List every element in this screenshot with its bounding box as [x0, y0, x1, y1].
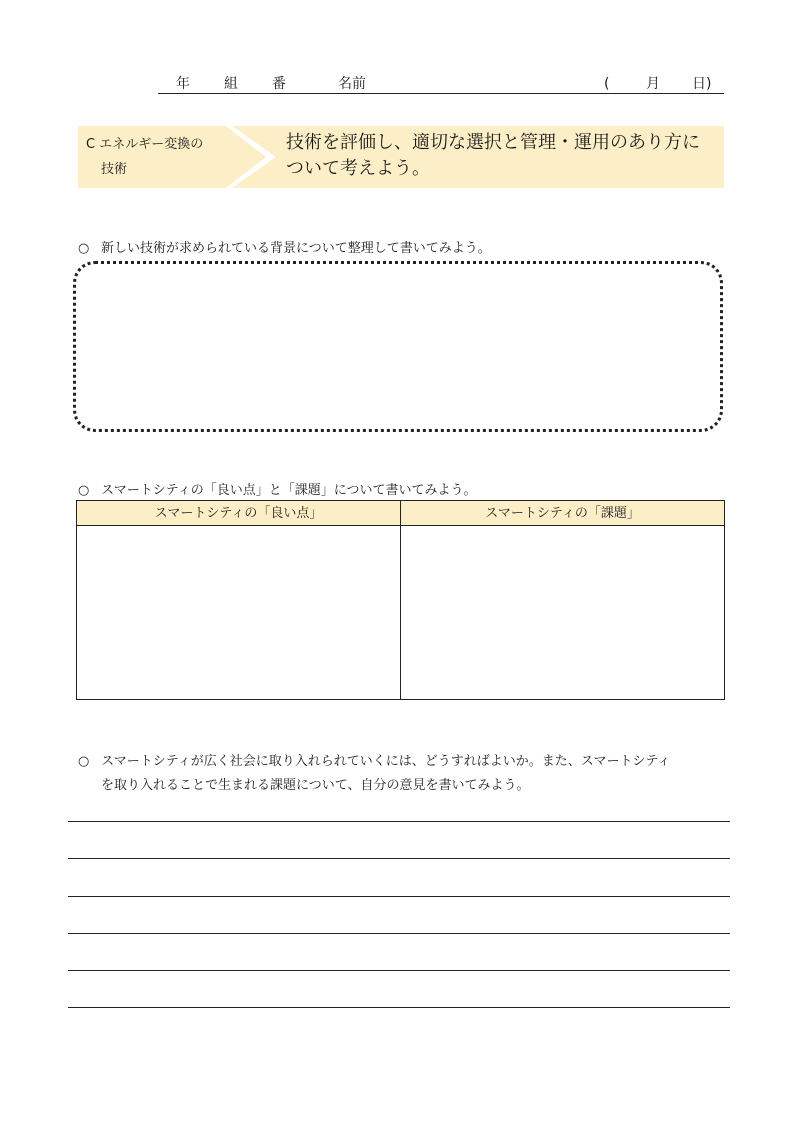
q1-bullet: ○: [78, 241, 90, 256]
table-header-issues: スマートシティの「課題」: [401, 501, 724, 526]
q3-text-line1: スマートシティが広く社会に取り入れられていくには、どうすればよいか。また、スマートシティ: [101, 754, 671, 769]
number-label: 番: [272, 76, 286, 92]
banner-goal-line2: ついて考えよう。: [286, 158, 430, 179]
class-label: 組: [224, 76, 238, 92]
banner-category-line2: 技術: [101, 162, 128, 177]
name-label: 名前: [338, 76, 366, 92]
year-label: 年: [176, 76, 190, 92]
answer-line[interactable]: [68, 933, 730, 934]
banner-goal: [286, 130, 726, 182]
q1-text: 新しい技術が求められている背景について整理して書いてみよう。: [101, 241, 491, 256]
q3-text-line2: を取り入れることで生まれる課題について、自分の意見を書いてみよう。: [101, 778, 530, 793]
answer-line[interactable]: [68, 1007, 730, 1008]
banner-category-line1: C エネルギー変換の: [86, 137, 204, 152]
good-points-answer-cell[interactable]: [77, 526, 401, 699]
q2-bullet: ○: [78, 483, 90, 498]
table-header-good-points: スマートシティの「良い点」: [77, 501, 401, 526]
chevron-divider-icon: [226, 126, 278, 188]
q1-answer-box[interactable]: [73, 261, 723, 432]
q3-bullet: ○: [78, 754, 90, 769]
q2-text: スマートシティの「良い点」と「課題」について書いてみよう。: [101, 483, 477, 498]
answer-line[interactable]: [68, 858, 730, 859]
answer-line[interactable]: [68, 896, 730, 897]
good-points-issues-table: [76, 500, 725, 700]
answer-line[interactable]: [68, 970, 730, 971]
month-label: 月: [646, 76, 660, 92]
banner-goal-line1: 技術を評価し、適切な選択と管理・運用のあり方に: [286, 132, 700, 153]
name-underline: [158, 93, 724, 94]
day-label: 日): [692, 76, 712, 92]
issues-answer-cell[interactable]: [401, 526, 724, 699]
date-open-paren: (: [604, 76, 610, 92]
answer-line[interactable]: [68, 821, 730, 822]
